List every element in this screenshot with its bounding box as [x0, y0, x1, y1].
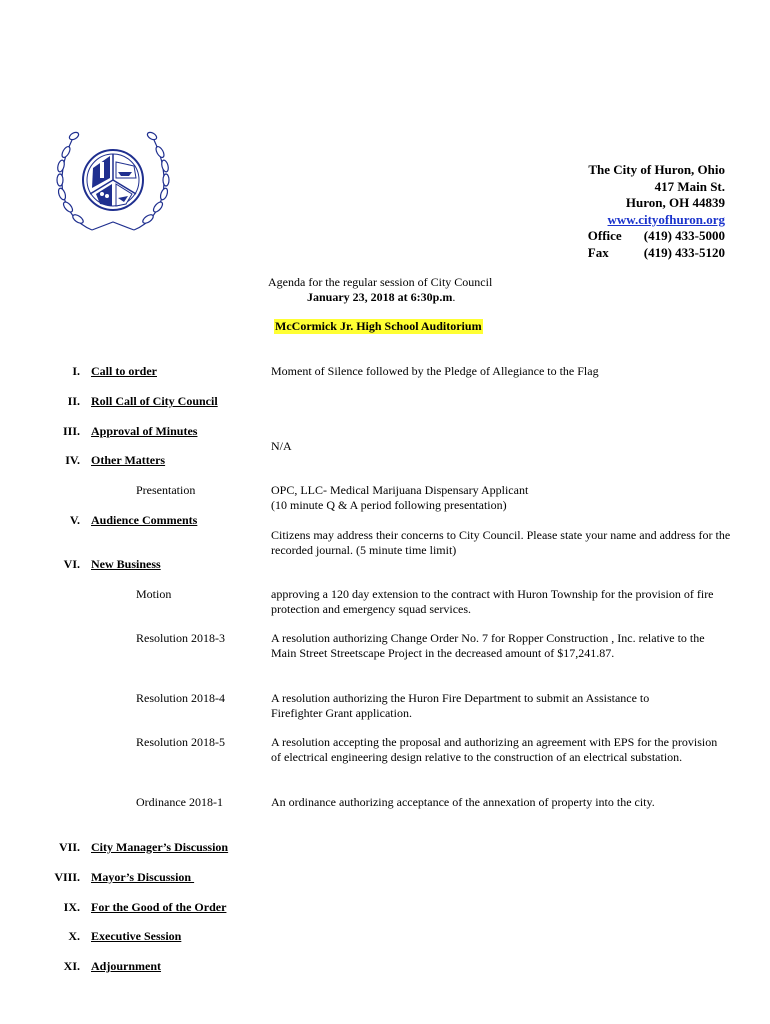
city-seal-logo [52, 122, 174, 238]
call-to-order-desc: Moment of Silence followed by the Pledge of Allegiance to the Flag [271, 364, 599, 378]
section-call-to-order: Call to order [91, 364, 157, 378]
resolution-2018-3-desc: A resolution authorizing Change Order No. 7 for Ropper Construction , Inc. relative to the Main Street Streetscape Project in the decreased amount of $17,241.87. [271, 631, 705, 660]
resolution-2018-4-desc: A resolution authorizing the Huron Fire Department to submit an Assistance to Firefighter Grant application. [271, 691, 650, 720]
section-numeral: VI. [63, 557, 80, 571]
section-good-of-the-order: For the Good of the Order [91, 900, 227, 914]
resolution-2018-3-label: Resolution 2018-3 [136, 631, 225, 645]
office-label: Office [587, 228, 622, 243]
fax-row [588, 245, 725, 262]
section-numeral: V. [69, 513, 80, 527]
audience-comments-desc: Citizens may address their concerns to City Council. Please state your name and address for the recorded journal. (5 minute time limit) [271, 528, 731, 557]
section-numeral: IV. [65, 453, 80, 467]
section-roll-call: Roll Call of City Council [91, 394, 218, 408]
presentation-label: Presentation [136, 483, 196, 497]
resolution-2018-5-desc: A resolution accepting the proposal and authorizing an agreement with EPS for the provision of electrical engineering design relative to the construction of an electrical substation. [271, 735, 718, 764]
section-mayor-discussion: Mayor’s Discussion [91, 870, 195, 884]
presentation-line1: OPC, LLC- Medical Marijuana Dispensary Applicant [271, 483, 529, 497]
section-approval-of-minutes: Approval of Minutes [91, 424, 198, 438]
city-address-block [588, 162, 725, 261]
section-audience-comments: Audience Comments [91, 513, 198, 527]
agenda-title: Agenda for the regular session of City Council [268, 275, 493, 289]
presentation-line2: (10 minute Q & A period following presentation) [271, 498, 507, 512]
section-executive-session: Executive Session [91, 929, 182, 943]
section-numeral: II. [67, 394, 80, 408]
website-link[interactable]: www.cityofhuron.org [607, 211, 725, 227]
fax-phone: (419) 433-5120 [643, 244, 725, 260]
city-name: The City of Huron, Ohio [588, 162, 725, 177]
section-city-manager-discussion: City Manager’s Discussion [91, 840, 229, 854]
ordinance-2018-1-desc: An ordinance authorizing acceptance of the annexation of property into the city. [271, 795, 655, 809]
agenda-date-suffix: . [452, 290, 456, 304]
section-numeral: IX. [63, 900, 80, 914]
section-other-matters: Other Matters [91, 453, 166, 467]
section-new-business: New Business [91, 557, 161, 571]
agenda-date [307, 290, 455, 305]
city-state-zip: Huron, OH 44839 [625, 195, 725, 210]
venue-highlight: McCormick Jr. High School Auditorium [275, 319, 482, 333]
ordinance-2018-1-label: Ordinance 2018-1 [136, 795, 223, 809]
resolution-2018-4-label: Resolution 2018-4 [136, 691, 225, 705]
section-numeral: I. [72, 364, 80, 378]
office-phone: (419) 433-5000 [643, 228, 725, 243]
section-numeral: III. [62, 424, 80, 438]
office-phone-row [588, 228, 725, 245]
section-adjournment: Adjournment [91, 959, 162, 973]
section-numeral: VII. [58, 840, 80, 854]
section-numeral: X. [68, 929, 80, 943]
motion-desc: approving a 120 day extension to the contract with Huron Township for the provision of fire protection and emergency squad services. [271, 587, 714, 616]
approval-of-minutes-desc: N/A [271, 439, 292, 453]
fax-label: Fax [587, 244, 609, 260]
street-address: 417 Main St. [654, 178, 725, 194]
section-numeral: VIII. [54, 870, 80, 884]
section-numeral: XI. [63, 959, 80, 973]
agenda-date-time: January 23, 2018 at 6:30p.m [307, 290, 453, 304]
motion-label: Motion [136, 587, 172, 601]
resolution-2018-5-label: Resolution 2018-5 [136, 735, 225, 749]
